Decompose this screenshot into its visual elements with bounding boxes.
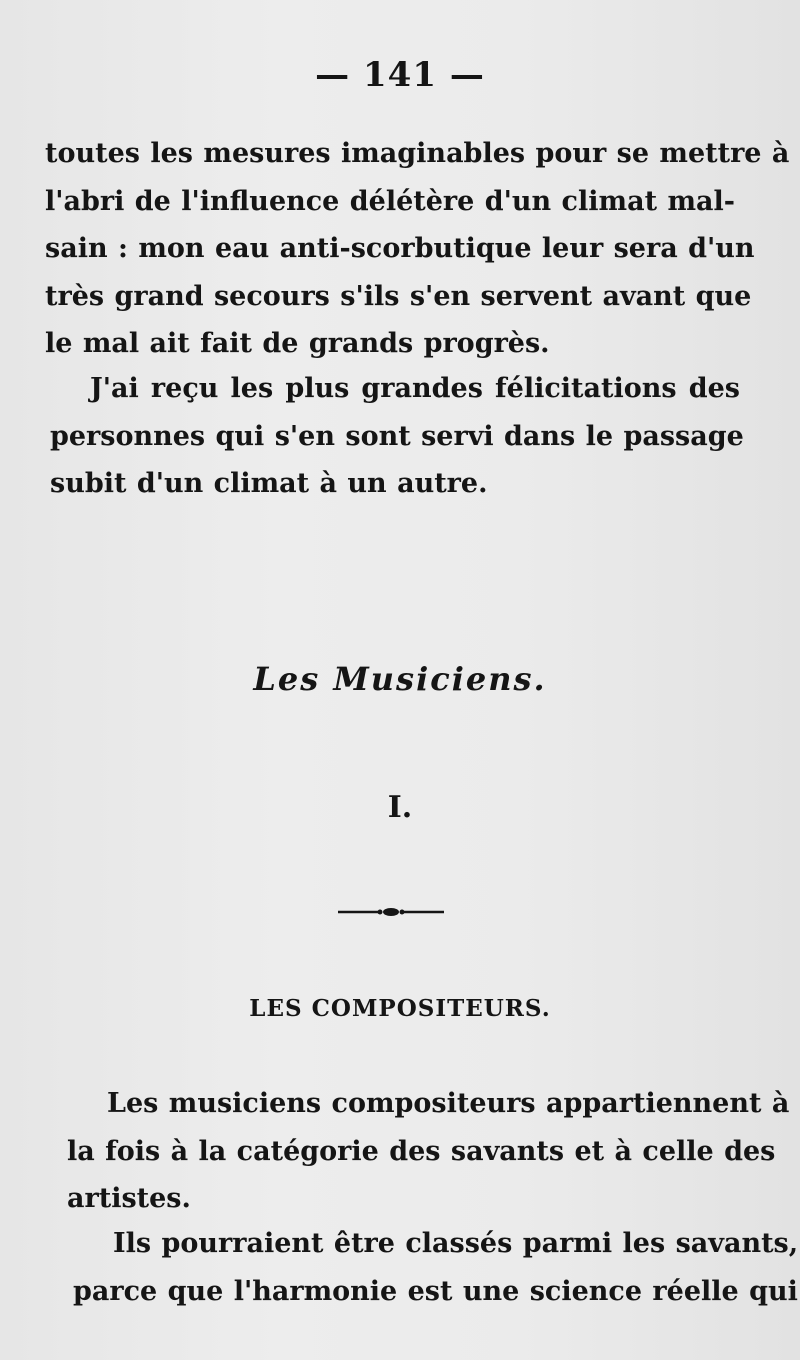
text-line: la fois à la catégorie des savants et à celle des [67,1135,776,1167]
text-line: sain : mon eau anti-scorbutique leur sera d'un [45,233,755,264]
text-line: toutes les mesures imaginables pour se mettre à [45,138,790,169]
text-line: Les musiciens compositeurs appartiennent à [107,1088,790,1119]
text-line: parce que l'harmonie est une science réelle qui [73,1275,798,1307]
ornamental-divider [338,905,444,919]
page-number: — 141 — [315,55,485,95]
text-line: J'ai reçu les plus grandes félicitations des [90,373,740,404]
section-title: LES COMPOSITEURS. [249,995,551,1022]
text-line: subit d'un climat à un autre. [50,468,488,499]
paragraph-2 [50,365,744,508]
text-line: très grand secours s'ils s'en servent avant que [45,280,752,312]
paragraph-1 [45,130,790,368]
chapter-title: Les Musiciens. [253,660,547,698]
text-line: l'abri de l'influence délétère d'un climat mal- [45,185,735,217]
text-line: le mal ait fait de grands progrès. [45,328,550,359]
text-line: personnes qui s'en sont servi dans le passage [50,420,744,452]
paragraph-3 [67,1080,790,1223]
chapter-numeral: I. [387,790,413,825]
paragraph-4 [73,1220,799,1315]
text-line: Ils pourraient être classés parmi les savants, [113,1228,799,1259]
text-line: artistes. [67,1183,191,1214]
